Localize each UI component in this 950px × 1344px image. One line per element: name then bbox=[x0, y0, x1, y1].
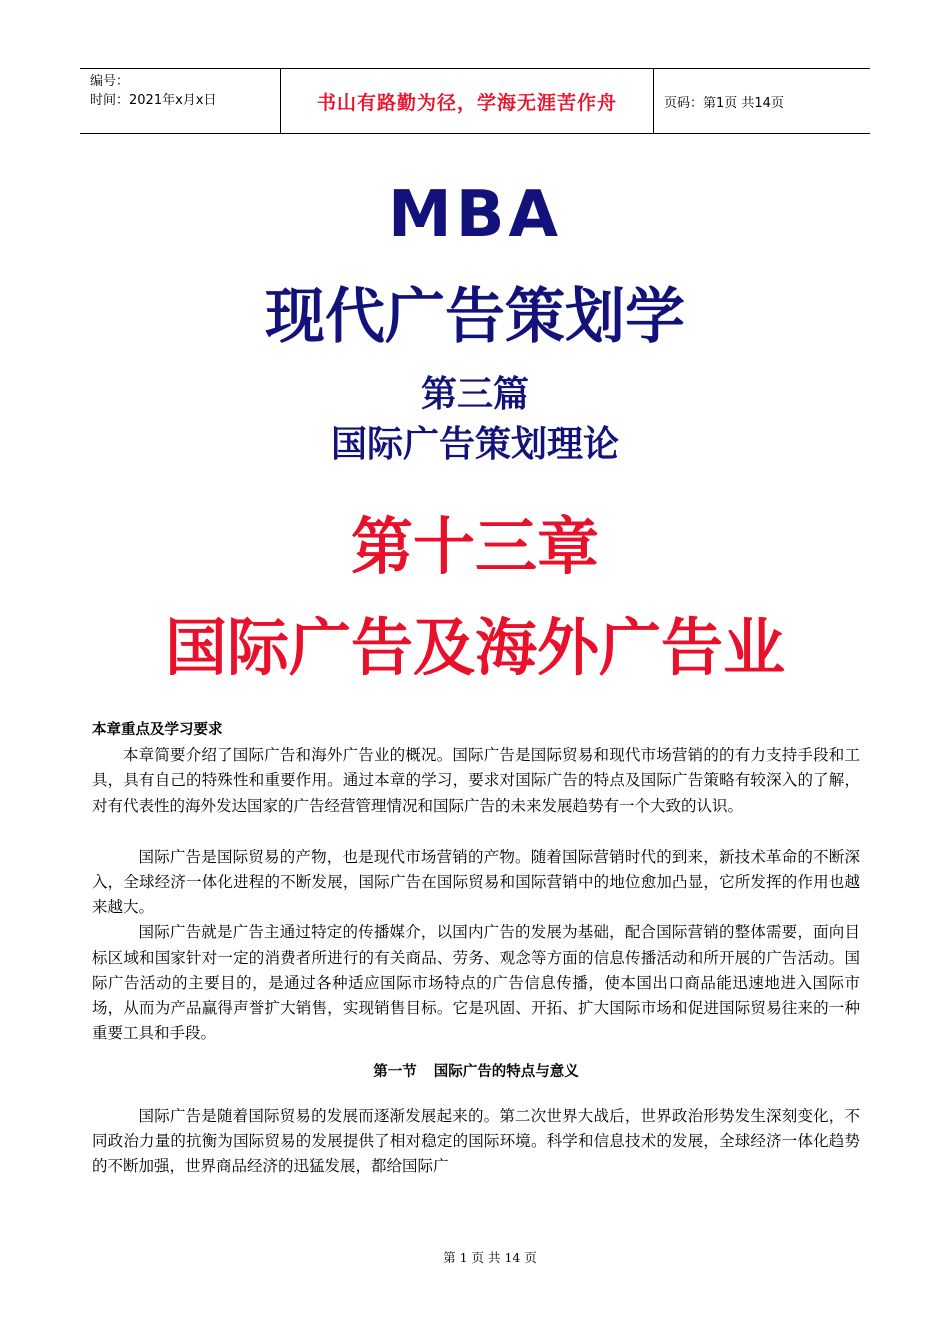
title-chapter-name: 国际广告及海外广告业 bbox=[164, 611, 785, 684]
section-heading: 第一节 国际广告的特点与意义 bbox=[373, 1064, 579, 1081]
body-paragraph-3: 国际广告是随着国际贸易的发展而逐渐发展起来的。第二次世界大战后，世界政治形势发生深刻变化，不同政治力量的抗衡为国际贸易的发展提供了相对稳定的国际环境。科学和信息技术的发展，全球经济一体化趋势的不断加强，世界商品经济的迅猛发展，都给国际广 bbox=[92, 1106, 860, 1176]
key-points-heading: 本章重点及学习要求 bbox=[92, 722, 223, 738]
title-chapter: 第十三章 bbox=[350, 510, 599, 583]
page-footer: 第 1 页 共 14 页 bbox=[443, 1250, 537, 1265]
number-label: 编号： bbox=[90, 74, 130, 89]
document-header bbox=[80, 68, 870, 134]
paragraph-gap bbox=[92, 819, 860, 845]
document-body bbox=[92, 718, 860, 1179]
body-paragraph-1: 国际广告是国际贸易的产物，也是现代市场营销的产物。随着国际营销时代的到来，新技术革命的不断深入，全球经济一体化进程的不断发展，国际广告在国际贸易和国际营销中的地位愈加凸显，它所发挥的作用也越来越大。 bbox=[92, 847, 860, 917]
header-meta bbox=[80, 69, 281, 133]
title-mba: MBA bbox=[388, 178, 562, 252]
body-paragraph-2: 国际广告就是广告主通过特定的传播媒介，以国内广告的发展为基础，配合国际营销的整体需要，面向目标区域和国家针对一定的消费者所进行的有关商品、劳务、观念等方面的信息传播活动和所开展的广告活动。国际广告活动的主要目的，是通过各种适应国际市场特点的广告信息传播，使本国出口商品能迅速地进入国际市场，从而为产品赢得声誉扩大销售，实现销售目标。它是巩固、开拓、扩大国际市场和促进国际贸易往来的一种重要工具和手段。 bbox=[92, 923, 860, 1043]
header-motto: 书山有路勤为径，学海无涯苦作舟 bbox=[281, 69, 654, 133]
key-points-paragraph: 本章简要介绍了国际广告和海外广告业的概况。国际广告是国际贸易和现代市场营销的的有力支持手段和工具，具有自己的特殊性和重要作用。通过本章的学习，要求对国际广告的特点及国际广告策略有较深入的了解，对有代表性的海外发达国家的广告经营管理情况和国际广告的未来发展趋势有一个大致的认识。 bbox=[92, 746, 860, 815]
title-part-name: 国际广告策划理论 bbox=[330, 423, 619, 465]
title-book: 现代广告策划学 bbox=[265, 282, 685, 352]
time-label: 时间：2021年x月x日 bbox=[90, 93, 217, 108]
header-page-info: 页码：第1页 共14页 bbox=[664, 95, 784, 111]
title-part: 第三篇 bbox=[420, 373, 529, 415]
